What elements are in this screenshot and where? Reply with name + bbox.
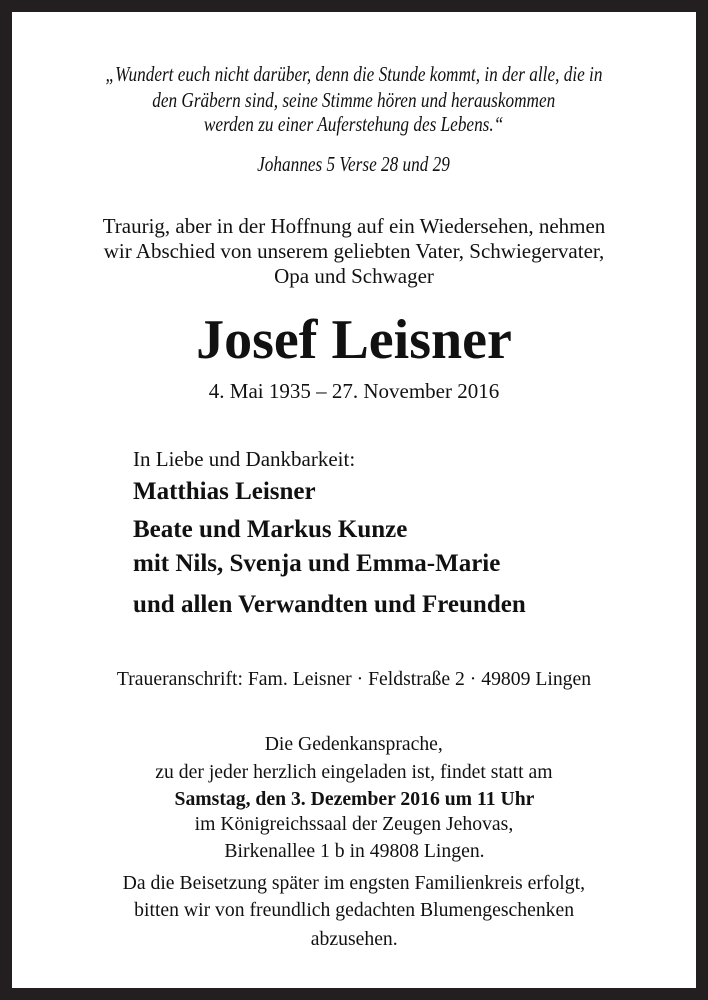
quote-line: werden zu einer Auferstehung des Lebens.“ [204,112,504,136]
intro-line: Traurig, aber in der Hoffnung auf ein Wiedersehen, nehmen [102,214,606,238]
service-location: Birkenallee 1 b in 49808 Lingen. [223,840,485,862]
quote-line: den Gräbern sind, seine Stimme hören und herauskommen [152,88,556,112]
service-date: Samstag, den 3. Dezember 2016 um 11 Uhr [174,788,534,810]
note-line: bitten wir von freundlich gedachten Blumengeschenken [134,899,574,921]
note-line: Da die Beisetzung später im engsten Familienkreis erfolgt, [122,872,586,894]
note-line: abzusehen. [310,928,398,950]
mourner-name: Beate und Markus Kunze [133,516,408,543]
life-dates: 4. Mai 1935 – 27. November 2016 [208,379,500,403]
mourner-name: und allen Verwandten und Freunden [133,591,526,618]
mourner-name: Matthias Leisner [133,478,316,505]
service-line: Die Gedenkansprache, [264,733,444,755]
mourner-name: mit Nils, Svenja und Emma-Marie [133,550,501,577]
quote-line: „Wundert euch nicht darüber, denn die Stunde kommt, in der alle, die in [105,62,603,86]
quote-source: Johannes 5 Verse 28 und 29 [257,152,451,176]
mourning-address: Traueranschrift: Fam. Leisner · Feldstraße 2 · 49809 Lingen [116,668,592,690]
service-location: im Königreichssaal der Zeugen Jehovas, [194,813,514,835]
intro-line: wir Abschied von unserem geliebten Vater, Schwiegervater, [103,239,605,263]
service-line: zu der jeder herzlich eingeladen ist, findet statt am [155,761,553,783]
intro-line: Opa und Schwager [274,264,434,288]
deceased-name: Josef Leisner [196,309,512,371]
mourners-intro: In Liebe und Dankbarkeit: [133,447,356,471]
